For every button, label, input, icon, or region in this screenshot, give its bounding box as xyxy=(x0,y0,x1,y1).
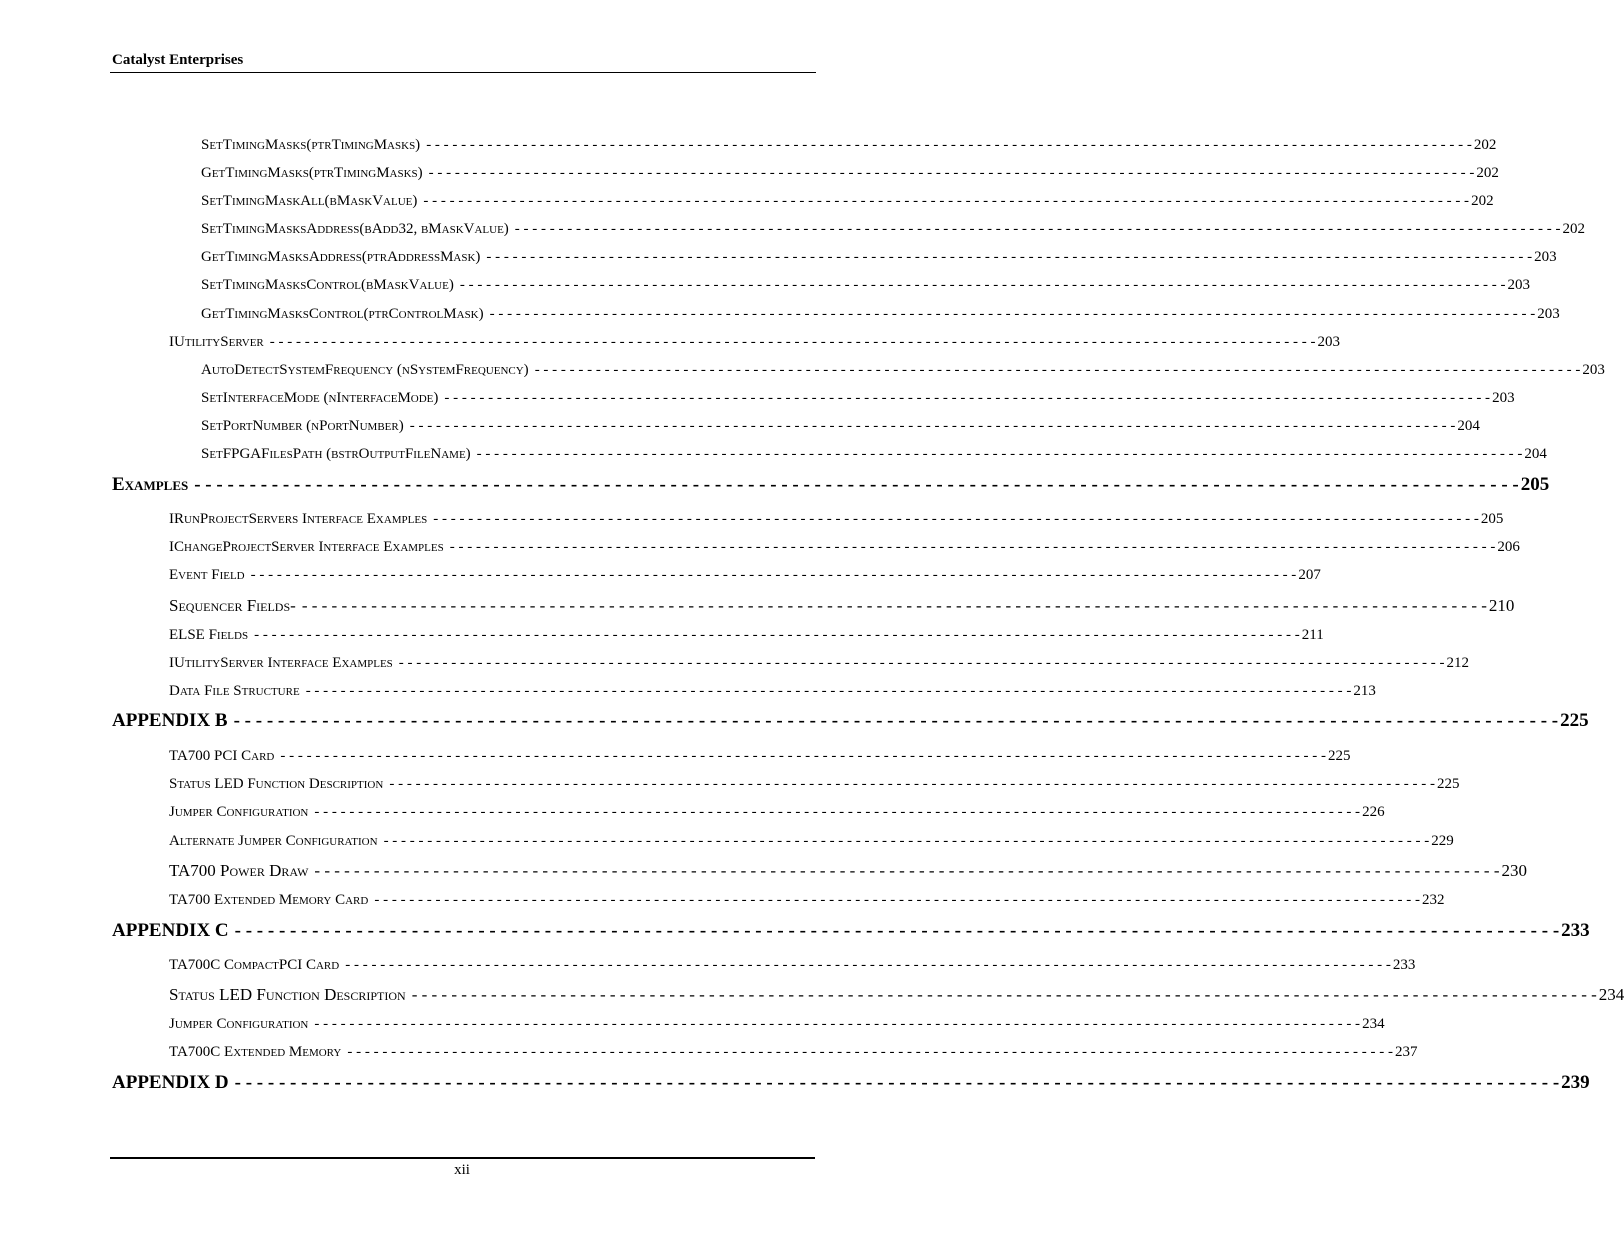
toc-entry[interactable] xyxy=(169,776,1460,793)
toc-dot-leader: - - - - - - - - - - - - - - - - - - - - - - - - - - - - - - - - - - - - - - - - - - - - - - - - - - - - - - - - - - - - - - - - - - - - - - - - - - - - - - - - - - - - - - - - - - - - - - - - - - - - - - - - - - - - - - - - - - - - - - - - xyxy=(389,776,1435,792)
toc-entry-page: 232 xyxy=(1422,892,1445,908)
toc-dot-leader: - - - - - - - - - - - - - - - - - - - - - - - - - - - - - - - - - - - - - - - - - - - - - - - - - - - - - - - - - - - - - - - - - - - - - - - - - - - - - - - - - - - - - - - - - - - - - - - - - - - - - - - - - - - - - - - - - - - - - - - - xyxy=(444,390,1491,406)
toc-entry[interactable] xyxy=(169,833,1454,850)
toc-dot-leader: - - - - - - - - - - - - - - - - - - - - - - - - - - - - - - - - - - - - - - - - - - - - - - - - - - - - - - - - - - - - - - - - - - - - - - - - - - - - - - - - - - - - - - - - - - - - - - - - - - - - - - - - - - - - - - - - - - - - - - - - xyxy=(374,892,1420,908)
toc-entry-label: IChangeProjectServer Interface Examples xyxy=(169,539,444,555)
toc-dot-leader: - - - - - - - - - - - - - - - - - - - - - - - - - - - - - - - - - - - - - - - - - - - - - - - - - - - - - - - - - - - - - - - - - - - - - - - - - - - - - - - - - - - - - - - - - - - - - - - - - - - - - - - - - - - - - - - - - - - - - - - - xyxy=(514,221,1561,237)
toc-dot-leader: - - - - - - - - - - - - - - - - - - - - - - - - - - - - - - - - - - - - - - - - - - - - - - - - - - - - - - - - - - - - - - - - - - - - - - - - - - - - - - - - - - - - - - - - - - - - - - - - - - - - - - - - - - - - - - - - - - - - - - - - xyxy=(411,985,1597,1004)
toc-dot-leader: - - - - - - - - - - - - - - - - - - - - - - - - - - - - - - - - - - - - - - - - - - - - - - - - - - - - - - - - - - - - - - - - - - - - - - - - - - - - - - - - - - - - - - - - - - - - - - - - - - - - - - - - - - - - - - - - - - - - - - - - xyxy=(428,165,1475,181)
toc-entry-label: GetTimingMasksControl(ptrControlMask) xyxy=(201,306,484,322)
toc-entry[interactable] xyxy=(112,920,1590,942)
toc-entry-label: SetTimingMasksControl(bMaskValue) xyxy=(201,277,454,293)
toc-dot-leader: - - - - - - - - - - - - - - - - - - - - - - - - - - - - - - - - - - - - - - - - - - - - - - - - - - - - - - - - - - - - - - - - - - - - - - - - - - - - - - - - - - - - - - - - - - - - - - - - - - - - - - - - - - - - - - - - - - - - - - - - xyxy=(250,567,1297,583)
toc-entry-label: SetTimingMasksAddress(bAdd32, bMaskValue) xyxy=(201,221,509,237)
toc-entry-label: TA700 Extended Memory Card xyxy=(169,892,369,908)
toc-entry[interactable] xyxy=(201,221,1585,238)
toc-entry[interactable] xyxy=(169,957,1416,974)
toc-dot-leader: - - - - - - - - - - - - - - - - - - - - - - - - - - - - - - - - - - - - - - - - - - - - - - - - - - - - - - - - - - - - - - - - - - - - - - - - - - - - - - - - - - - - - - - - - - - - - - - - - - - - - - - - - - - - - - - - - - - - - - - - xyxy=(234,920,1560,941)
toc-entry-label: IRunProjectServers Interface Examples xyxy=(169,511,428,527)
toc-entry-label: SetTimingMaskAll(bMaskValue) xyxy=(201,193,418,209)
toc-entry-label: APPENDIX C xyxy=(112,920,229,941)
toc-entry[interactable] xyxy=(169,804,1385,821)
toc-dot-leader: - - - - - - - - - - - - - - - - - - - - - - - - - - - - - - - - - - - - - - - - - - - - - - - - - - - - - - - - - - - - - - - - - - - - - - - - - - - - - - - - - - - - - - - - - - - - - - - - - - - - - - - - - - - - - - - - - - - - - - - - xyxy=(423,193,1470,209)
toc-dot-leader: - - - - - - - - - - - - - - - - - - - - - - - - - - - - - - - - - - - - - - - - - - - - - - - - - - - - - - - - - - - - - - - - - - - - - - - - - - - - - - - - - - - - - - - - - - - - - - - - - - - - - - - - - - - - - - - - - - - - - - - - xyxy=(433,511,1479,527)
toc-dot-leader: - - - - - - - - - - - - - - - - - - - - - - - - - - - - - - - - - - - - - - - - - - - - - - - - - - - - - - - - - - - - - - - - - - - - - - - - - - - - - - - - - - - - - - - - - - - - - - - - - - - - - - - - - - - - - - - - - - - - - - - - xyxy=(234,1072,1560,1093)
toc-entry-page: 205 xyxy=(1520,474,1550,495)
toc-entry-page: 203 xyxy=(1507,277,1531,293)
toc-entry-label: Examples xyxy=(112,474,189,495)
toc-dot-leader: - - - - - - - - - - - - - - - - - - - - - - - - - - - - - - - - - - - - - - - - - - - - - - - - - - - - - - - - - - - - - - - - - - - - - - - - - - - - - - - - - - - - - - - - - - - - - - - - - - - - - - - - - - - - - - - - - - - - - - - - xyxy=(476,446,1523,462)
toc-entry-page: 233 xyxy=(1561,920,1590,941)
toc-dot-leader: - - - - - - - - - - - - - - - - - - - - - - - - - - - - - - - - - - - - - - - - - - - - - - - - - - - - - - - - - - - - - - - - - - - - - - - - - - - - - - - - - - - - - - - - - - - - - - - - - - - - - - - - - - - - - - - - - - - - - - - - xyxy=(409,418,1456,434)
toc-entry-page: 202 xyxy=(1476,165,1499,181)
toc-entry-label: SetPortNumber (nPortNumber) xyxy=(201,418,404,434)
toc-entry[interactable] xyxy=(169,748,1351,765)
toc-entry-label: Status LED Function Description xyxy=(169,776,384,792)
toc-entry[interactable] xyxy=(201,193,1494,210)
toc-dot-leader: - - - - - - - - - - - - - - - - - - - - - - - - - - - - - - - - - - - - - - - - - - - - - - - - - - - - - - - - - - - - - - - - - - - - - - - - - - - - - - - - - - - - - - - - - - - - - - - - - - - - - - - - - - - - - - - - - - - - - - - - xyxy=(398,655,1445,671)
toc-entry-page: 212 xyxy=(1446,655,1469,671)
toc-entry-label: Alternate Jumper Configuration xyxy=(169,833,378,849)
toc-entry[interactable] xyxy=(169,511,1504,528)
toc-entry[interactable] xyxy=(169,1044,1418,1061)
toc-entry-page: 204 xyxy=(1457,418,1480,434)
toc-entry[interactable] xyxy=(169,627,1324,644)
toc-entry-label: Data File Structure xyxy=(169,683,300,699)
toc-entry[interactable] xyxy=(169,683,1376,700)
toc-entry-page: 210 xyxy=(1488,596,1515,615)
toc-dot-leader: - - - - - - - - - - - - - - - - - - - - - - - - - - - - - - - - - - - - - - - - - - - - - - - - - - - - - - - - - - - - - - - - - - - - - - - - - - - - - - - - - - - - - - - - - - - - - - - - - - - - - - - - - - - - - - - - - - - - - - - - xyxy=(459,277,1506,293)
toc-entry-label: TA700 Power Draw xyxy=(169,861,309,880)
toc-entry-page: 225 xyxy=(1437,776,1460,792)
toc-entry-page: 230 xyxy=(1501,861,1527,880)
toc-dot-leader: - - - - - - - - - - - - - - - - - - - - - - - - - - - - - - - - - - - - - - - - - - - - - - - - - - - - - - - - - - - - - - - - - - - - - - - - - - - - - - - - - - - - - - - - - - - - - - - - - - - - - - - - - - - - - - - - - - - - - - - - xyxy=(486,249,1533,265)
toc-entry-page: 203 xyxy=(1534,249,1557,265)
toc-dot-leader: - - - - - - - - - - - - - - - - - - - - - - - - - - - - - - - - - - - - - - - - - - - - - - - - - - - - - - - - - - - - - - - - - - - - - - - - - - - - - - - - - - - - - - - - - - - - - - - - - - - - - - - - - - - - - - - - - - - - - - - - xyxy=(426,137,1472,153)
toc-dot-leader: - - - - - - - - - - - - - - - - - - - - - - - - - - - - - - - - - - - - - - - - - - - - - - - - - - - - - - - - - - - - - - - - - - - - - - - - - - - - - - - - - - - - - - - - - - - - - - - - - - - - - - - - - - - - - - - - - - - - - - - - xyxy=(534,362,1581,378)
toc-dot-leader: - - - - - - - - - - - - - - - - - - - - - - - - - - - - - - - - - - - - - - - - - - - - - - - - - - - - - - - - - - - - - - - - - - - - - - - - - - - - - - - - - - - - - - - - - - - - - - - - - - - - - - - - - - - - - - - - - - - - - - - - xyxy=(305,683,1352,699)
toc-entry-label: Sequencer Fields- xyxy=(169,596,296,615)
toc-entry-page: 202 xyxy=(1562,221,1585,237)
footer-page-number: xii xyxy=(454,1162,470,1178)
toc-entry-label: TA700C Extended Memory xyxy=(169,1044,342,1060)
toc-dot-leader: - - - - - - - - - - - - - - - - - - - - - - - - - - - - - - - - - - - - - - - - - - - - - - - - - - - - - - - - - - - - - - - - - - - - - - - - - - - - - - - - - - - - - - - - - - - - - - - - - - - - - - - - - - - - - - - - - - - - - - - - xyxy=(280,748,1327,764)
toc-entry-page: 211 xyxy=(1301,627,1324,643)
toc-entry-page: 237 xyxy=(1395,1044,1418,1060)
toc-entry-label: IUtilityServer xyxy=(169,334,264,350)
toc-entry-page: 213 xyxy=(1353,683,1376,699)
toc-entry[interactable] xyxy=(201,446,1547,463)
toc-entry[interactable] xyxy=(169,539,1520,556)
toc-entry[interactable] xyxy=(201,418,1480,435)
toc-dot-leader: - - - - - - - - - - - - - - - - - - - - - - - - - - - - - - - - - - - - - - - - - - - - - - - - - - - - - - - - - - - - - - - - - - - - - - - - - - - - - - - - - - - - - - - - - - - - - - - - - - - - - - - - - - - - - - - - - - - - - - - - xyxy=(314,1016,1361,1032)
toc-dot-leader: - - - - - - - - - - - - - - - - - - - - - - - - - - - - - - - - - - - - - - - - - - - - - - - - - - - - - - - - - - - - - - - - - - - - - - - - - - - - - - - - - - - - - - - - - - - - - - - - - - - - - - - - - - - - - - - - - - - - - - - - xyxy=(345,957,1391,973)
toc-entry-page: 202 xyxy=(1471,193,1494,209)
toc-entry-page: 234 xyxy=(1598,985,1624,1004)
footer-rule xyxy=(110,1157,815,1159)
toc-entry-page: 203 xyxy=(1582,362,1605,378)
toc-entry-label: ELSE Fields xyxy=(169,627,249,643)
toc-entry-label: APPENDIX B xyxy=(112,710,228,731)
toc-entry-page: 239 xyxy=(1561,1072,1590,1093)
toc-entry[interactable] xyxy=(112,1072,1590,1094)
toc-dot-leader: - - - - - - - - - - - - - - - - - - - - - - - - - - - - - - - - - - - - - - - - - - - - - - - - - - - - - - - - - - - - - - - - - - - - - - - - - - - - - - - - - - - - - - - - - - - - - - - - - - - - - - - - - - - - - - - - - - - - - - - - xyxy=(254,627,1300,643)
toc-entry-page: 202 xyxy=(1473,137,1497,153)
toc-dot-leader: - - - - - - - - - - - - - - - - - - - - - - - - - - - - - - - - - - - - - - - - - - - - - - - - - - - - - - - - - - - - - - - - - - - - - - - - - - - - - - - - - - - - - - - - - - - - - - - - - - - - - - - - - - - - - - - - - - - - - - - - xyxy=(314,804,1361,820)
toc-entry-page: 203 xyxy=(1317,334,1340,350)
toc-entry-page: 205 xyxy=(1480,511,1504,527)
toc-dot-leader: - - - - - - - - - - - - - - - - - - - - - - - - - - - - - - - - - - - - - - - - - - - - - - - - - - - - - - - - - - - - - - - - - - - - - - - - - - - - - - - - - - - - - - - - - - - - - - - - - - - - - - - - - - - - - - - - - - - - - - - - xyxy=(489,306,1536,322)
toc-entry[interactable] xyxy=(201,362,1605,379)
toc-dot-leader: - - - - - - - - - - - - - - - - - - - - - - - - - - - - - - - - - - - - - - - - - - - - - - - - - - - - - - - - - - - - - - - - - - - - - - - - - - - - - - - - - - - - - - - - - - - - - - - - - - - - - - - - - - - - - - - - - - - - - - - - xyxy=(233,710,1559,731)
toc-entry-label: Jumper Configuration xyxy=(169,1016,309,1032)
toc-entry-page: 226 xyxy=(1362,804,1385,820)
toc-entry[interactable] xyxy=(169,1016,1385,1033)
toc-entry[interactable] xyxy=(201,390,1515,407)
toc-entry-label: AutoDetectSystemFrequency (nSystemFrequency) xyxy=(201,362,529,378)
toc-entry[interactable] xyxy=(201,306,1560,323)
toc-entry-page: 225 xyxy=(1328,748,1351,764)
toc-entry[interactable] xyxy=(169,655,1469,672)
toc-entry[interactable] xyxy=(169,334,1340,351)
toc-entry[interactable] xyxy=(169,985,1624,1005)
toc-entry[interactable] xyxy=(112,474,1550,496)
toc-entry-page: 234 xyxy=(1362,1016,1385,1032)
toc-dot-leader: - - - - - - - - - - - - - - - - - - - - - - - - - - - - - - - - - - - - - - - - - - - - - - - - - - - - - - - - - - - - - - - - - - - - - - - - - - - - - - - - - - - - - - - - - - - - - - - - - - - - - - - - - - - - - - - - - - - - - - - - xyxy=(449,539,1496,555)
toc-entry-label: IUtilityServer Interface Examples xyxy=(169,655,393,671)
toc-entry[interactable] xyxy=(169,567,1321,584)
toc-dot-leader: - - - - - - - - - - - - - - - - - - - - - - - - - - - - - - - - - - - - - - - - - - - - - - - - - - - - - - - - - - - - - - - - - - - - - - - - - - - - - - - - - - - - - - - - - - - - - - - - - - - - - - - - - - - - - - - - - - - - - - - - xyxy=(194,474,1519,495)
toc-entry-page: 229 xyxy=(1431,833,1454,849)
toc-entry-page: 204 xyxy=(1524,446,1547,462)
toc-entry[interactable] xyxy=(169,861,1527,881)
toc-entry[interactable] xyxy=(169,596,1515,616)
toc-entry-page: 225 xyxy=(1560,710,1589,731)
toc-entry[interactable] xyxy=(201,137,1497,154)
toc-entry-label: SetTimingMasks(ptrTimingMasks) xyxy=(201,137,421,153)
toc-entry-label: TA700 PCI Card xyxy=(169,748,275,764)
toc-entry-label: Status LED Function Description xyxy=(169,985,406,1004)
toc-entry-label: Event Field xyxy=(169,567,245,583)
toc-dot-leader: - - - - - - - - - - - - - - - - - - - - - - - - - - - - - - - - - - - - - - - - - - - - - - - - - - - - - - - - - - - - - - - - - - - - - - - - - - - - - - - - - - - - - - - - - - - - - - - - - - - - - - - - - - - - - - - - - - - - - - - - xyxy=(314,861,1500,880)
toc-entry-page: 207 xyxy=(1298,567,1321,583)
toc-entry-page: 233 xyxy=(1392,957,1416,973)
toc-entry-label: APPENDIX D xyxy=(112,1072,229,1093)
toc-dot-leader: - - - - - - - - - - - - - - - - - - - - - - - - - - - - - - - - - - - - - - - - - - - - - - - - - - - - - - - - - - - - - - - - - - - - - - - - - - - - - - - - - - - - - - - - - - - - - - - - - - - - - - - - - - - - - - - - - - - - - - - - xyxy=(347,1044,1394,1060)
toc-dot-leader: - - - - - - - - - - - - - - - - - - - - - - - - - - - - - - - - - - - - - - - - - - - - - - - - - - - - - - - - - - - - - - - - - - - - - - - - - - - - - - - - - - - - - - - - - - - - - - - - - - - - - - - - - - - - - - - - - - - - - - - - xyxy=(269,334,1316,350)
toc-entry[interactable] xyxy=(112,710,1589,732)
toc-entry-label: GetTimingMasks(ptrTimingMasks) xyxy=(201,165,423,181)
toc-entry[interactable] xyxy=(201,277,1531,294)
toc-dot-leader: - - - - - - - - - - - - - - - - - - - - - - - - - - - - - - - - - - - - - - - - - - - - - - - - - - - - - - - - - - - - - - - - - - - - - - - - - - - - - - - - - - - - - - - - - - - - - - - - - - - - - - - - - - - - - - - - - - - - - - - - xyxy=(301,596,1487,615)
toc-entry-page: 203 xyxy=(1537,306,1560,322)
toc-entry[interactable] xyxy=(169,892,1445,909)
toc-entry-label: TA700C CompactPCI Card xyxy=(169,957,340,973)
running-header: Catalyst Enterprises xyxy=(112,52,244,68)
toc-entry-label: SetFPGAFilesPath (bstrOutputFileName) xyxy=(201,446,471,462)
toc-entry-page: 206 xyxy=(1497,539,1520,555)
toc-entry-page: 203 xyxy=(1492,390,1515,406)
toc-entry-label: SetInterfaceMode (nInterfaceMode) xyxy=(201,390,439,406)
toc-entry[interactable] xyxy=(201,165,1499,182)
toc-entry[interactable] xyxy=(201,249,1557,266)
toc-entry-label: Jumper Configuration xyxy=(169,804,309,820)
toc-entry-label: GetTimingMasksAddress(ptrAddressMask) xyxy=(201,249,481,265)
toc-dot-leader: - - - - - - - - - - - - - - - - - - - - - - - - - - - - - - - - - - - - - - - - - - - - - - - - - - - - - - - - - - - - - - - - - - - - - - - - - - - - - - - - - - - - - - - - - - - - - - - - - - - - - - - - - - - - - - - - - - - - - - - - xyxy=(383,833,1430,849)
